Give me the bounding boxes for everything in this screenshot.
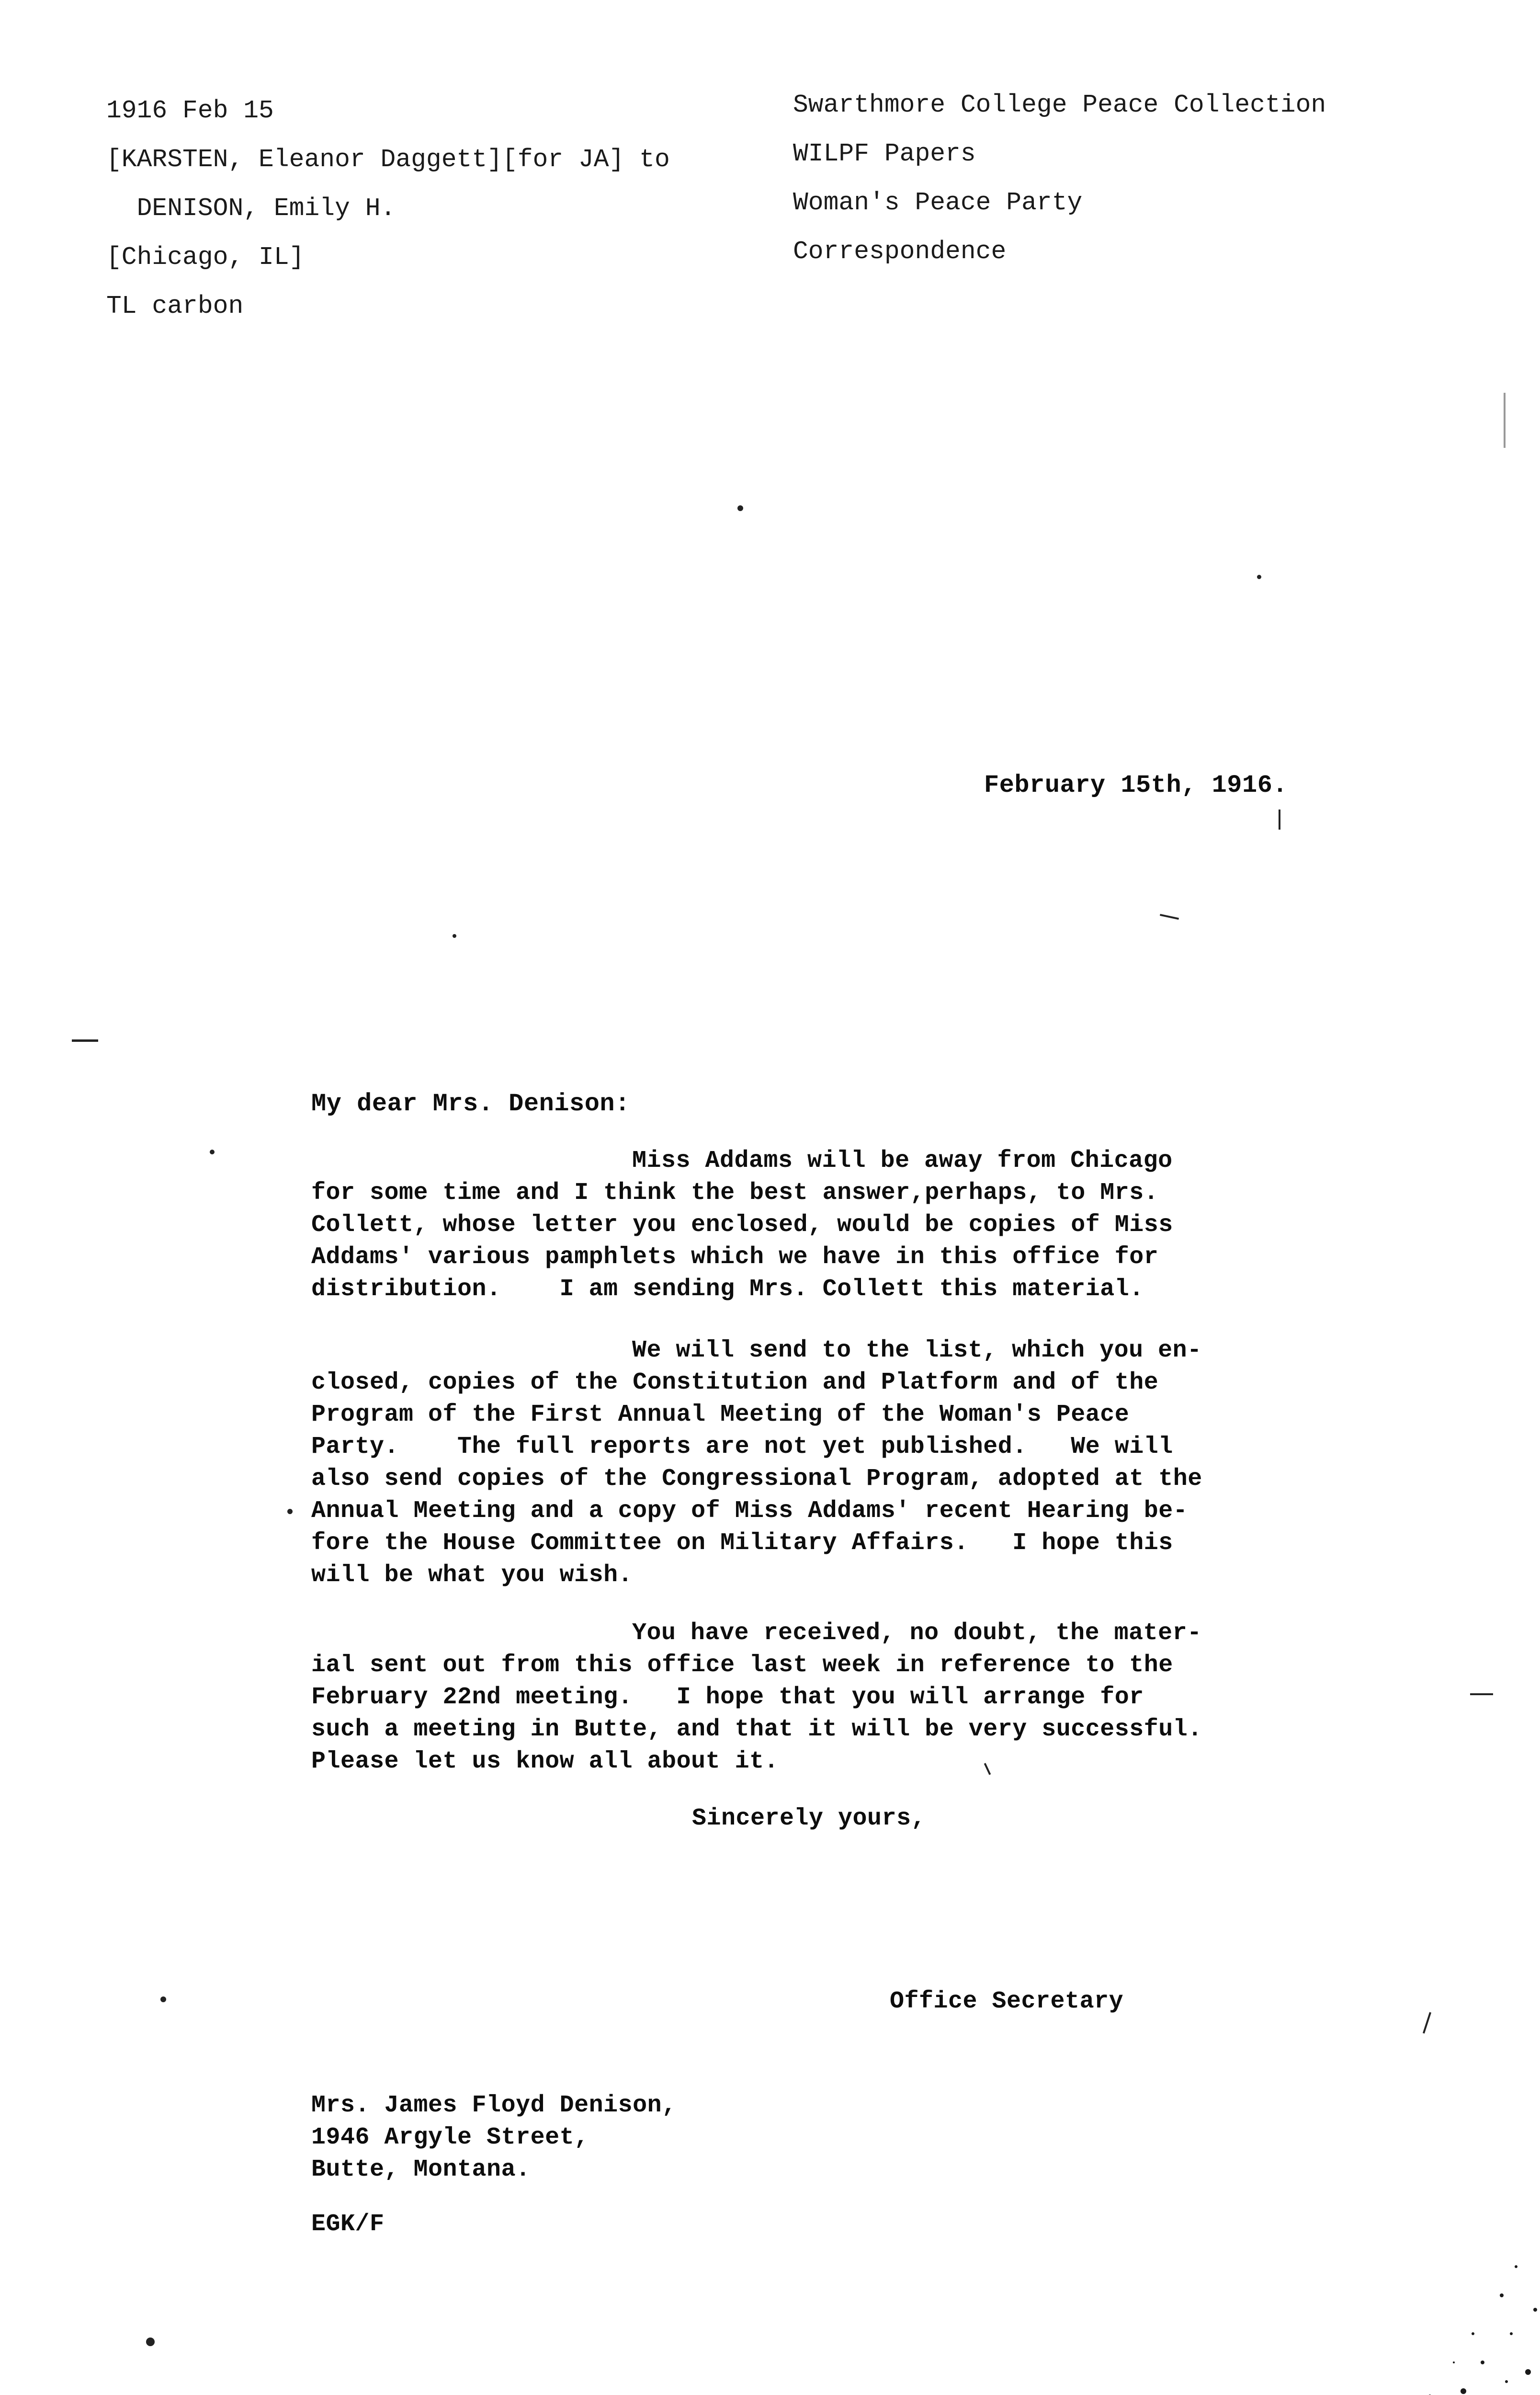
paragraph-line: for some time and I think the best answer,perhaps, to Mrs. <box>311 1179 1159 1207</box>
scan-speck <box>210 1150 215 1154</box>
archive-papers: WILPF Papers <box>793 139 976 168</box>
scan-speck <box>146 2338 155 2346</box>
paragraph-line: Miss Addams will be away from Chicago <box>632 1147 1173 1175</box>
address-city: Butte, Montana. <box>311 2156 531 2183</box>
paragraph-line: ial sent out from this office last week in reference to the <box>311 1652 1173 1679</box>
letter-signature: Office Secretary <box>890 1988 1124 2015</box>
address-name: Mrs. James Floyd Denison, <box>311 2092 677 2119</box>
archive-recipient: DENISON, Emily H. <box>106 194 396 223</box>
paragraph-line: fore the House Committee on Military Affairs. I hope this <box>311 1529 1173 1557</box>
letter-date: February 15th, 1916. <box>984 771 1288 799</box>
scan-speck <box>737 505 743 511</box>
archive-header-left <box>106 78 670 339</box>
archive-place: [Chicago, IL] <box>106 243 305 272</box>
letter-closing: Sincerely yours, <box>692 1805 926 1832</box>
scan-mark <box>1279 810 1280 830</box>
scan-noise <box>1205 1998 1540 2395</box>
paragraph-line: also send copies of the Congressional Program, adopted at the <box>311 1465 1202 1493</box>
typist-initials: EGK/F <box>311 2211 385 2238</box>
scan-speck <box>1257 575 1261 579</box>
paragraph-line: February 22nd meeting. I hope that you will arrange for <box>311 1684 1144 1711</box>
scan-speck <box>287 1509 293 1514</box>
paragraph-line: Program of the First Annual Meeting of the Woman's Peace <box>311 1401 1130 1428</box>
paragraph-line: Addams' various pamphlets which we have in this office for <box>311 1243 1159 1271</box>
letter-paragraph-1 <box>311 1145 1269 1305</box>
archive-correspondents: [KARSTEN, Eleanor Daggett][for JA] to <box>106 145 670 174</box>
scan-speck <box>453 934 456 938</box>
scan-mark <box>72 1039 98 1042</box>
letter-paragraph-2 <box>311 1334 1269 1591</box>
scan-mark <box>1160 914 1179 920</box>
recipient-address <box>311 2089 677 2186</box>
scan-mark <box>1504 393 1506 448</box>
archive-header-right <box>793 72 1326 285</box>
letter-paragraph-3 <box>311 1617 1269 1778</box>
paragraph-line: Please let us know all about it. <box>311 1748 779 1775</box>
address-street: 1946 Argyle Street, <box>311 2124 589 2151</box>
paragraph-line: distribution. I am sending Mrs. Collett this material. <box>311 1276 1144 1303</box>
scan-mark <box>1470 1693 1493 1695</box>
paragraph-line: Party. The full reports are not yet published. We will <box>311 1433 1173 1460</box>
letter-salutation: My dear Mrs. Denison: <box>311 1090 630 1118</box>
archive-format: TL carbon <box>106 292 244 320</box>
paragraph-line: such a meeting in Butte, and that it will be very successful. <box>311 1716 1202 1743</box>
paragraph-line: Annual Meeting and a copy of Miss Addams' recent Hearing be- <box>311 1497 1188 1525</box>
archive-series: Woman's Peace Party <box>793 188 1083 217</box>
scan-speck <box>160 1996 166 2002</box>
paragraph-line: closed, copies of the Constitution and Platform and of the <box>311 1369 1159 1396</box>
archive-collection: Swarthmore College Peace Collection <box>793 91 1326 119</box>
archive-subseries: Correspondence <box>793 237 1007 266</box>
archive-date: 1916 Feb 15 <box>106 96 274 125</box>
paragraph-line: Collett, whose letter you enclosed, would be copies of Miss <box>311 1211 1173 1239</box>
paragraph-line: You have received, no doubt, the mater- <box>632 1619 1202 1647</box>
paragraph-line: We will send to the list, which you en- <box>632 1337 1202 1364</box>
paragraph-line: will be what you wish. <box>311 1562 633 1589</box>
